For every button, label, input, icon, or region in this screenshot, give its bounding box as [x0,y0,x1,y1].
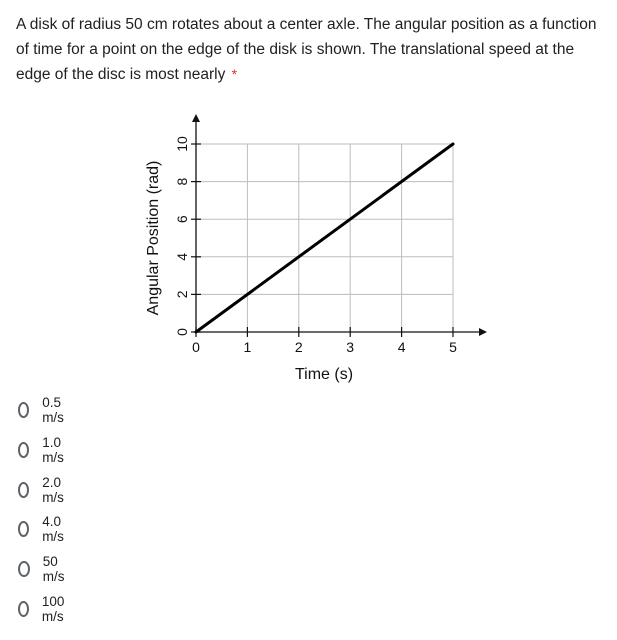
x-axis-arrow-icon [479,328,487,336]
radio-button-icon[interactable] [18,442,29,458]
option-label: 1.0 m/s [42,435,64,465]
y-axis-arrow-icon [192,114,200,122]
option-0-5-ms[interactable] [18,395,69,425]
required-marker: * [231,66,238,82]
option-label: 0.5 m/s [42,395,64,425]
angular-position-chart [140,112,500,392]
chart-svg [140,112,500,392]
option-label: 50 m/s [42,554,65,584]
question-text-block [16,12,606,87]
radio-button-icon[interactable] [18,561,30,577]
radio-button-icon[interactable] [18,601,29,617]
radio-button-icon[interactable] [18,482,29,498]
x-tick-label: 5 [449,339,457,355]
x-tick-label: 1 [243,339,252,355]
radio-button-icon[interactable] [18,521,29,537]
option-4-0-ms[interactable] [18,514,69,544]
option-50-ms[interactable] [18,554,69,584]
x-tick-label: 3 [346,339,355,355]
radio-button-icon[interactable] [18,402,29,418]
y-tick-label: 10 [174,136,190,152]
y-tick-label: 0 [174,328,190,336]
option-label: 100 m/s [41,594,65,624]
x-axis-label: Time (s) [294,366,354,383]
y-tick-label: 2 [174,290,190,299]
question-text: A disk of radius 50 cm rotates about a center axle. The angular position as a function of time for a point on the edge of the disk is shown. The translational speed at the edge of the disc is most nearly [16,16,597,83]
y-tick-label: 6 [174,215,190,224]
option-label: 4.0 m/s [42,514,64,544]
option-1-0-ms[interactable] [18,435,69,465]
x-tick-label: 0 [192,339,200,355]
x-tick-label: 2 [294,339,303,355]
y-tick-label: 4 [174,252,190,261]
option-label: 2.0 m/s [42,475,64,505]
chart-series [196,144,453,332]
option-2-0-ms[interactable] [18,475,69,505]
y-axis-label: Angular Position (rad) [145,160,162,316]
option-100-ms[interactable] [18,594,70,624]
x-tick-label: 4 [397,339,406,355]
series-line [196,144,453,332]
y-tick-label: 8 [174,177,190,186]
